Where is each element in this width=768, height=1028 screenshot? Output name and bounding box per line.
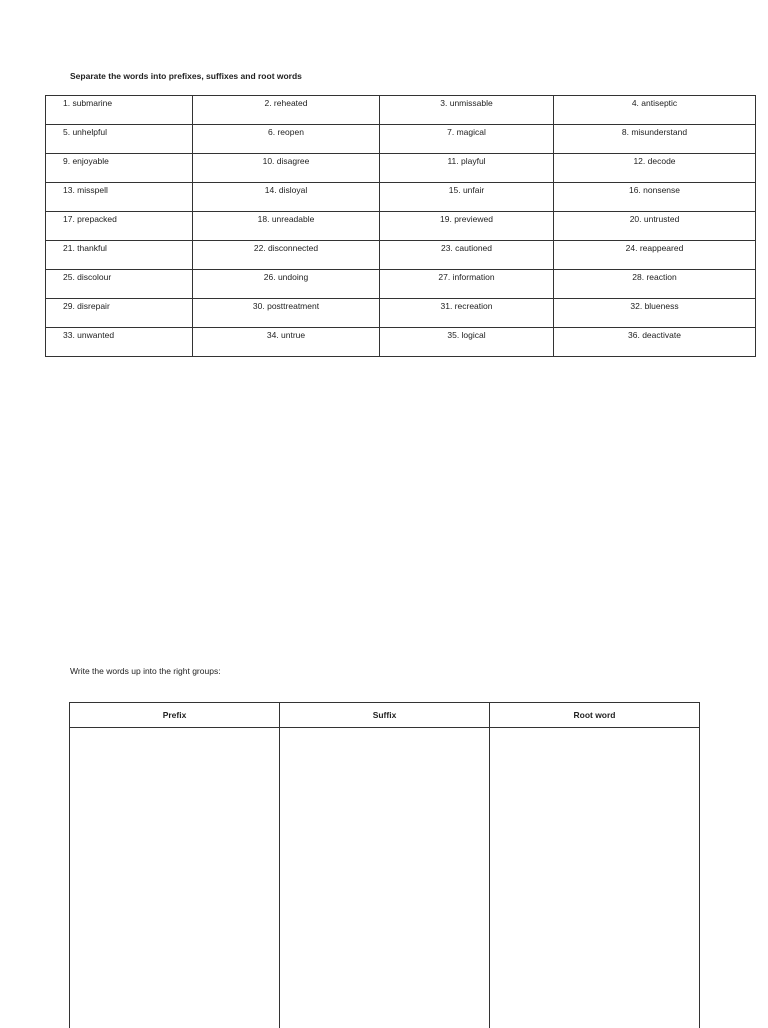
- word-cell: 17. prepacked: [46, 212, 193, 241]
- word-cell: 19. previewed: [380, 212, 554, 241]
- word-cell: 6. reopen: [193, 125, 380, 154]
- word-cell: 30. posttreatment: [193, 299, 380, 328]
- suffix-answer-cell[interactable]: [280, 728, 490, 1028]
- word-cell: 35. logical: [380, 328, 554, 357]
- word-cell: 18. unreadable: [193, 212, 380, 241]
- groups-answer-row: [70, 728, 700, 1028]
- word-cell: 33. unwanted: [46, 328, 193, 357]
- word-cell: 5. unhelpful: [46, 125, 193, 154]
- word-cell: 15. unfair: [380, 183, 554, 212]
- word-cell: 27. information: [380, 270, 554, 299]
- word-cell: 14. disloyal: [193, 183, 380, 212]
- word-cell: 2. reheated: [193, 96, 380, 125]
- word-cell: 1. submarine: [46, 96, 193, 125]
- word-cell: 29. disrepair: [46, 299, 193, 328]
- grouping-instruction: Write the words up into the right groups:: [70, 666, 221, 676]
- word-cell: 20. untrusted: [554, 212, 756, 241]
- word-cell: 23. cautioned: [380, 241, 554, 270]
- word-cell: 24. reappeared: [554, 241, 756, 270]
- word-row: [46, 183, 756, 212]
- word-cell: 3. unmissable: [380, 96, 554, 125]
- word-cell: 11. playful: [380, 154, 554, 183]
- groups-table: [69, 702, 700, 1028]
- word-cell: 25. discolour: [46, 270, 193, 299]
- word-cell: 21. thankful: [46, 241, 193, 270]
- word-cell: 28. reaction: [554, 270, 756, 299]
- worksheet-heading: Separate the words into prefixes, suffixes and root words: [70, 71, 302, 81]
- word-cell: 9. enjoyable: [46, 154, 193, 183]
- word-row: [46, 154, 756, 183]
- word-cell: 8. misunderstand: [554, 125, 756, 154]
- suffix-column-header: Suffix: [280, 703, 490, 728]
- word-row: [46, 125, 756, 154]
- prefix-answer-cell[interactable]: [70, 728, 280, 1028]
- word-cell: 34. untrue: [193, 328, 380, 357]
- word-cell: 36. deactivate: [554, 328, 756, 357]
- word-row: [46, 241, 756, 270]
- word-cell: 4. antiseptic: [554, 96, 756, 125]
- word-row: [46, 212, 756, 241]
- word-row: [46, 328, 756, 357]
- groups-header-row: [70, 703, 700, 728]
- word-cell: 26. undoing: [193, 270, 380, 299]
- word-cell: 22. disconnected: [193, 241, 380, 270]
- word-cell: 12. decode: [554, 154, 756, 183]
- word-row: [46, 96, 756, 125]
- root-word-answer-cell[interactable]: [490, 728, 700, 1028]
- word-cell: 31. recreation: [380, 299, 554, 328]
- root-word-column-header: Root word: [490, 703, 700, 728]
- word-cell: 13. misspell: [46, 183, 193, 212]
- word-cell: 16. nonsense: [554, 183, 756, 212]
- word-cell: 10. disagree: [193, 154, 380, 183]
- word-row: [46, 299, 756, 328]
- word-row: [46, 270, 756, 299]
- word-cell: 32. blueness: [554, 299, 756, 328]
- words-table: [45, 95, 756, 357]
- prefix-column-header: Prefix: [70, 703, 280, 728]
- word-cell: 7. magical: [380, 125, 554, 154]
